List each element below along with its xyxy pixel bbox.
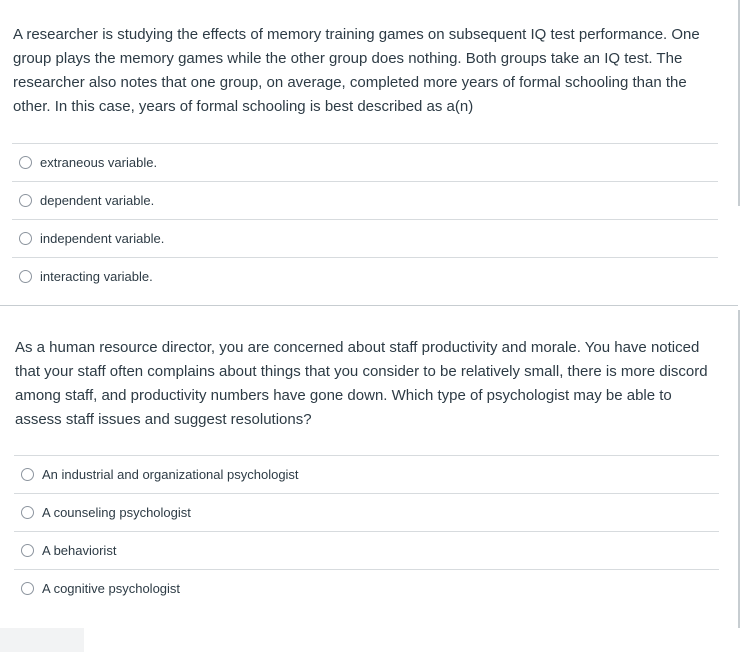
answer-option[interactable] (14, 493, 719, 531)
answer-label: A behaviorist (42, 543, 117, 558)
answer-label: A cognitive psychologist (42, 581, 181, 596)
answer-option[interactable] (14, 569, 719, 607)
answer-option[interactable] (12, 219, 718, 257)
answer-label: independent variable. (40, 231, 165, 246)
answer-option[interactable] (12, 257, 718, 295)
radio-icon[interactable] (19, 194, 32, 207)
radio-icon[interactable] (21, 506, 34, 519)
answer-option[interactable] (12, 181, 718, 219)
question-1 (0, 0, 738, 306)
answer-option[interactable] (14, 455, 719, 493)
radio-icon[interactable] (19, 156, 32, 169)
answer-label: extraneous variable. (40, 155, 158, 170)
answer-label: dependent variable. (40, 193, 155, 208)
answer-list (14, 455, 719, 607)
radio-icon[interactable] (21, 544, 34, 557)
answer-label: A counseling psychologist (42, 505, 191, 520)
radio-icon[interactable] (21, 582, 34, 595)
answer-option[interactable] (12, 143, 718, 181)
question-text: A researcher is studying the effects of memory training games on subsequent IQ test performance. One group plays the memory games while the other group does nothing. Both groups take an IQ test. The researcher also notes that one group, on average, completed more years of formal schooling than the other. In this case, years of formal schooling is best described as a(n) (13, 26, 700, 115)
question-2 (0, 306, 738, 628)
radio-icon[interactable] (19, 270, 32, 283)
radio-icon[interactable] (19, 232, 32, 245)
answer-list (12, 143, 718, 295)
radio-icon[interactable] (21, 468, 34, 481)
question-text: As a human resource director, you are concerned about staff productivity and morale. You have noticed that your staff often complains about things that you consider to be relatively small, there is more discord among staff, and productivity numbers have gone down. Which type of psychologist may be able to assess staff issues and suggest resolutions? (15, 339, 708, 428)
bottom-panel (0, 628, 84, 652)
answer-label: An industrial and organizational psychologist (42, 467, 299, 482)
answer-option[interactable] (14, 531, 719, 569)
answer-label: interacting variable. (40, 269, 153, 284)
